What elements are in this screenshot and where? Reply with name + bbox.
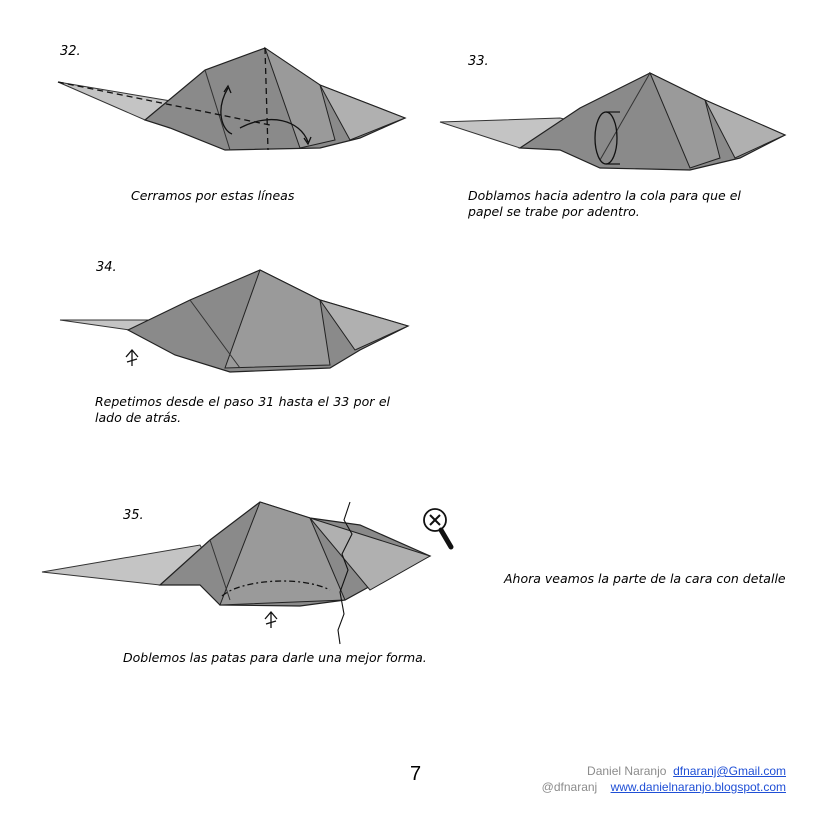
step-33-number: 33. <box>468 54 489 69</box>
social-handle: @dfnaranj <box>541 780 598 794</box>
author-name: Daniel Naranjo <box>587 764 667 778</box>
step-35-number: 35. <box>123 508 144 523</box>
step-35-diagram <box>0 0 470 640</box>
step-34-caption-line1: Repetimos desde el paso 31 hasta el 33 por el <box>95 394 390 409</box>
step-34-number: 34. <box>96 260 117 275</box>
face-detail-note: Ahora veamos la parte de la cara con detalle <box>504 571 786 586</box>
repeat-behind-icon <box>265 612 277 628</box>
footer <box>542 764 786 794</box>
email-link[interactable]: dfnaranj@Gmail.com <box>673 764 786 778</box>
step-35-caption: Doblemos las patas para darle una mejor forma. <box>123 650 427 665</box>
magnifier-icon <box>424 509 451 547</box>
step-32-number: 32. <box>60 44 81 59</box>
page-number: 7 <box>410 763 422 785</box>
step-33-caption: Doblamos hacia adentro la cola para que el papel se trabe por adentro. <box>468 188 741 219</box>
website-link[interactable]: www.danielnaranjo.blogspot.com <box>610 780 786 794</box>
step-34-caption-line2: lado de atrás. <box>95 410 182 425</box>
step-32-caption: Cerramos por estas líneas <box>131 188 295 203</box>
